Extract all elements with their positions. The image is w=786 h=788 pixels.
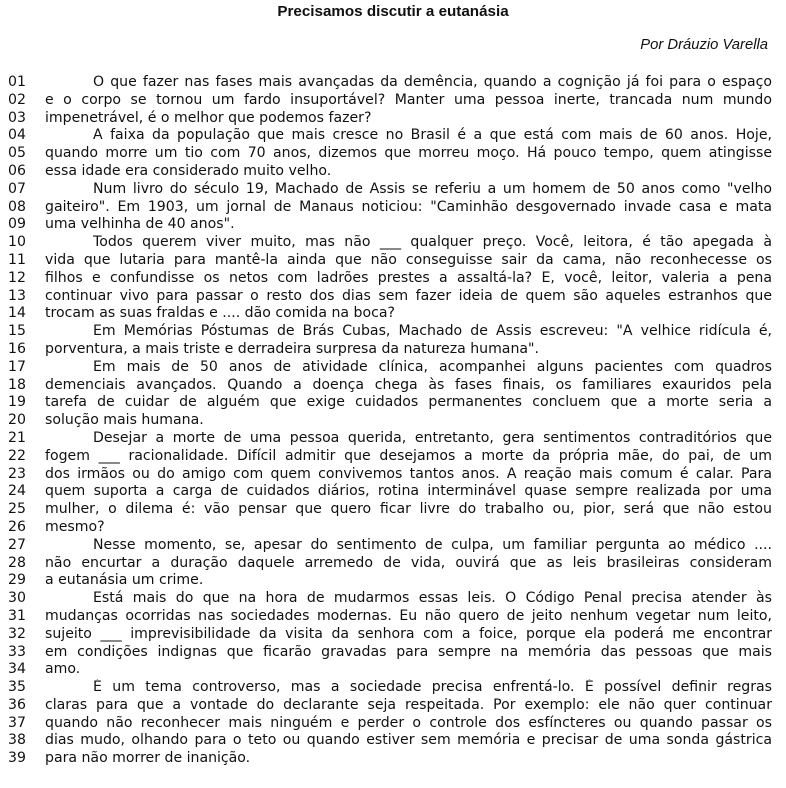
line-text: e o corpo se tornou um fardo insuportável? Manter uma pessoa inerte, trancada num mundo bbox=[45, 91, 772, 108]
text-line bbox=[8, 110, 772, 128]
text-line bbox=[8, 377, 772, 395]
line-text: mudanças ocorridas nas sociedades modernas. Eu não quero de jeito nenhum vegetar num leito, bbox=[45, 607, 772, 624]
line-text: A faixa da população que mais cresce no Brasil é a que está com mais de 60 anos. Hoje, bbox=[93, 127, 772, 144]
line-number: 11 bbox=[8, 251, 26, 268]
line-text: impenetrável, é o melhor que podemos fazer? bbox=[45, 109, 372, 126]
line-number: 09 bbox=[8, 216, 26, 233]
line-text: Num livro do século 19, Machado de Assis se referiu a um homem de 50 anos como "velho bbox=[93, 180, 772, 197]
line-text: mulher, o dilema é: vão pensar que quero ficar livre do trabalho ou, pior, será que não estou bbox=[45, 501, 772, 518]
text-line bbox=[8, 412, 772, 430]
text-line bbox=[8, 359, 772, 377]
line-text: quando morre um tio com 70 anos, dizemos que morreu moço. Há pouco tempo, quem atingisse bbox=[45, 145, 772, 162]
line-text: essa idade era considerado muito velho. bbox=[45, 162, 332, 179]
text-line bbox=[8, 163, 772, 181]
line-number: 18 bbox=[8, 376, 26, 393]
text-line bbox=[8, 732, 772, 750]
text-line bbox=[8, 341, 772, 359]
line-text: vida que lutaria para mantê-la ainda que não conseguisse sair da cama, não reconhecesse os bbox=[45, 251, 772, 268]
line-text: uma velhinha de 40 anos". bbox=[45, 216, 235, 233]
line-number: 30 bbox=[8, 590, 26, 607]
text-line bbox=[8, 234, 772, 252]
line-text: quem suporta a carga de cuidados diários, rotina interminável quase sempre realizada por uma bbox=[45, 483, 772, 500]
text-line bbox=[8, 199, 772, 217]
line-text: filhos e confundisse os netos com ladrões prestes a assaltá-la? E, você, leitor, valeria a pena bbox=[45, 269, 772, 286]
text-line bbox=[8, 74, 772, 92]
line-text: mesmo? bbox=[45, 518, 105, 535]
line-number: 28 bbox=[8, 554, 26, 571]
line-text: não encurtar a duração daquele arremedo de vida, ouvirá que as leis brasileiras consideram bbox=[45, 554, 772, 571]
line-number: 03 bbox=[8, 109, 26, 126]
text-line bbox=[8, 288, 772, 306]
line-number: 07 bbox=[8, 180, 26, 197]
text-line bbox=[8, 697, 772, 715]
line-text: fogem ___ racionalidade. Difícil admitir que desejamos a morte da própria mãe, do pai, de um bbox=[45, 447, 772, 464]
text-line bbox=[8, 608, 772, 626]
text-line bbox=[8, 555, 772, 573]
line-text: amo. bbox=[45, 661, 81, 678]
line-text: Nesse momento, se, apesar do sentimento de culpa, um familiar pergunta ao médico .... bbox=[93, 536, 772, 553]
text-line bbox=[8, 270, 772, 288]
line-number: 32 bbox=[8, 625, 26, 642]
line-number: 26 bbox=[8, 518, 26, 535]
line-text: dias mudo, olhando para o teto ou quando estiver sem memória e precisar de uma sonda gástrica bbox=[45, 732, 772, 749]
line-text: O que fazer nas fases mais avançadas da demência, quando a cognição já foi para o espaço bbox=[93, 74, 772, 90]
line-number: 02 bbox=[8, 91, 26, 108]
line-number: 12 bbox=[8, 269, 26, 286]
line-text: solução mais humana. bbox=[45, 412, 204, 429]
text-line bbox=[8, 626, 772, 644]
text-line bbox=[8, 145, 772, 163]
line-text: trocam as suas fraldas e .... dão comida na boca? bbox=[45, 305, 395, 322]
text-line bbox=[8, 127, 772, 145]
line-number: 33 bbox=[8, 643, 26, 660]
line-number: 06 bbox=[8, 162, 26, 179]
line-number: 39 bbox=[8, 750, 26, 767]
line-text: tarefa de cuidar de alguém que exige cuidados permanentes concluem que a morte seria a bbox=[45, 394, 772, 411]
line-number: 36 bbox=[8, 696, 26, 713]
line-text: Todos querem viver muito, mas não ___ qualquer preço. Você, leitora, é tão apegada à bbox=[93, 234, 772, 251]
text-line bbox=[8, 519, 772, 537]
line-text: em condições indignas que ficarão gravadas para sempre na memória das pessoas que mais bbox=[45, 643, 772, 660]
line-number: 25 bbox=[8, 501, 26, 518]
line-number: 20 bbox=[8, 412, 26, 429]
line-number: 19 bbox=[8, 394, 26, 411]
line-number: 38 bbox=[8, 732, 26, 749]
line-number: 23 bbox=[8, 465, 26, 482]
line-number: 15 bbox=[8, 323, 26, 340]
line-number: 16 bbox=[8, 340, 26, 357]
line-number: 14 bbox=[8, 305, 26, 322]
text-line bbox=[8, 644, 772, 662]
line-number: 22 bbox=[8, 447, 26, 464]
line-text: claras para que a vontade do declarante seja respeitada. Por exemplo: ele não quer continuar bbox=[45, 696, 772, 713]
text-line bbox=[8, 305, 772, 323]
line-text: porventura, a mais triste e derradeira surpresa da natureza humana". bbox=[45, 340, 539, 357]
text-line bbox=[8, 501, 772, 519]
line-number: 29 bbox=[8, 572, 26, 589]
line-text: Desejar a morte de uma pessoa querida, entretanto, gera sentimentos contraditórios que bbox=[93, 429, 772, 446]
line-text: Está mais do que na hora de mudarmos essas leis. O Código Penal precisa atender às bbox=[93, 590, 772, 607]
text-line bbox=[8, 448, 772, 466]
text-line bbox=[8, 483, 772, 501]
line-number: 10 bbox=[8, 234, 26, 251]
text-line bbox=[8, 661, 772, 679]
text-line bbox=[8, 572, 772, 590]
line-text: gaiteiro". Em 1903, um jornal de Manaus noticiou: "Caminhão desgovernado invade casa e mata bbox=[45, 198, 772, 215]
text-line bbox=[8, 430, 772, 448]
line-number: 01 bbox=[8, 74, 26, 90]
line-text: Em mais de 50 anos de atividade clínica, acompanhei alguns pacientes com quadros bbox=[93, 358, 772, 375]
text-line bbox=[8, 216, 772, 234]
document-title: Precisamos discutir a eutanásia bbox=[277, 3, 509, 20]
text-line bbox=[8, 466, 772, 484]
line-text: É um tema controverso, mas a sociedade precisa enfrentá-lo. É possível definir regras bbox=[93, 679, 772, 696]
text-line bbox=[8, 92, 772, 110]
text-line bbox=[8, 679, 772, 697]
line-text: demenciais avançados. Quando a doença chega às fases finais, os familiares exauridos pela bbox=[45, 376, 772, 393]
text-line bbox=[8, 750, 772, 768]
line-text: continuar vivo para passar o resto dos dias sem fazer ideia de quem são aqueles estranhos que bbox=[45, 287, 772, 304]
text-line bbox=[8, 537, 772, 555]
line-number: 35 bbox=[8, 679, 26, 696]
text-line bbox=[8, 252, 772, 270]
document-author: Por Dráuzio Varella bbox=[640, 37, 768, 53]
line-number: 08 bbox=[8, 198, 26, 215]
line-text: a eutanásia um crime. bbox=[45, 572, 204, 589]
line-text: sujeito ___ imprevisibilidade da visita da senhora com a foice, porque ela poderá me encontrar bbox=[45, 625, 772, 642]
line-number: 13 bbox=[8, 287, 26, 304]
text-line bbox=[8, 590, 772, 608]
text-line bbox=[8, 715, 772, 733]
line-number: 05 bbox=[8, 145, 26, 162]
line-number: 27 bbox=[8, 536, 26, 553]
text-line bbox=[8, 394, 772, 412]
numbered-text-body bbox=[8, 74, 772, 768]
line-number: 34 bbox=[8, 661, 26, 678]
line-number: 17 bbox=[8, 358, 26, 375]
line-number: 04 bbox=[8, 127, 26, 144]
line-text: Em Memórias Póstumas de Brás Cubas, Machado de Assis escreveu: "A velhice ridícula é, bbox=[93, 323, 772, 340]
line-number: 24 bbox=[8, 483, 26, 500]
line-text: dos irmãos ou do amigo com quem convivemos tantos anos. A reação mais comum é calar. Para bbox=[45, 465, 772, 482]
line-number: 37 bbox=[8, 714, 26, 731]
line-text: para não morrer de inanição. bbox=[45, 750, 251, 767]
text-line bbox=[8, 181, 772, 199]
line-number: 21 bbox=[8, 429, 26, 446]
text-line bbox=[8, 323, 772, 341]
line-text: quando não reconhecer mais ninguém e perder o controle dos esfíncteres ou quando passar os bbox=[45, 714, 772, 731]
line-number: 31 bbox=[8, 607, 26, 624]
